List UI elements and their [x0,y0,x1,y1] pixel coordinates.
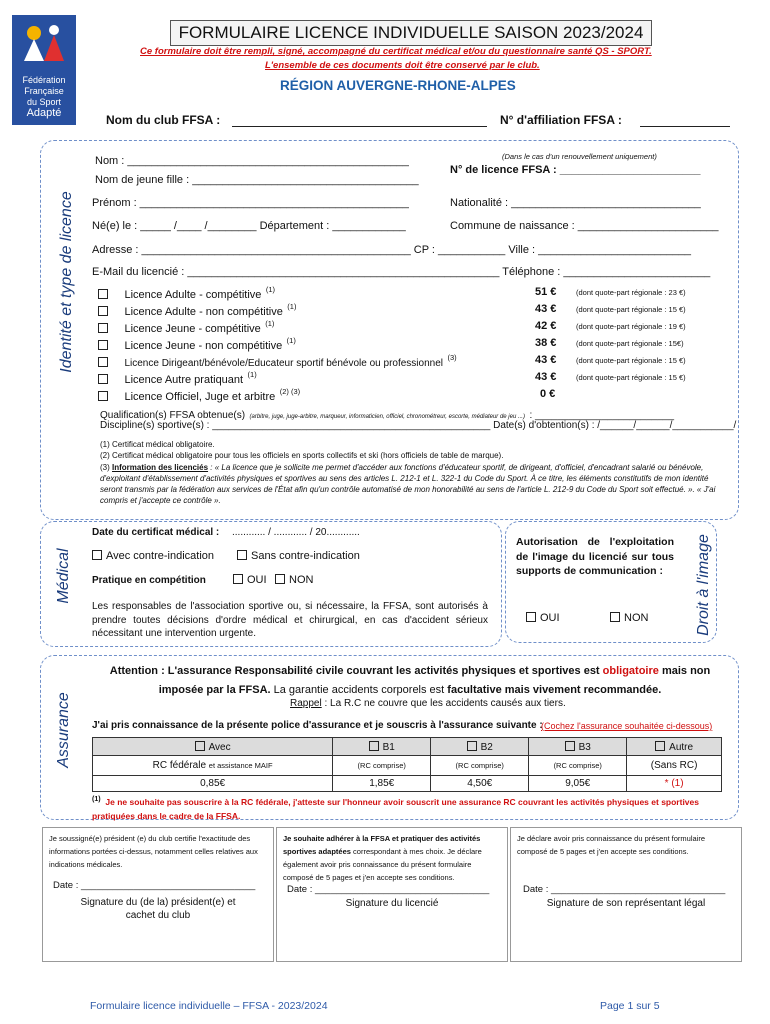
footnote-3 [100,462,728,506]
insurance-subscribe-text: J'ai pris connaissance de la présente police d'assurance et je souscris à l'assurance suivante : [92,720,543,731]
guardian-date-field[interactable]: Date : _________________________________ [523,884,726,895]
garantie-text: La garantie accidents corporels est [270,684,448,696]
qualification-label: Qualification(s) FFSA obtenue(s) [100,410,246,421]
licence-quote: (dont quote-part régionale : 15 €) [576,356,686,365]
rappel-text: : La R.C ne couvre que les accidents causés aux tiers. [321,698,566,709]
option-label: NON [289,574,314,586]
checkbox[interactable] [98,374,108,384]
checkbox[interactable] [92,550,102,560]
checkbox[interactable] [98,289,108,299]
insurance-price: 1,85€ [333,776,431,792]
subtitle-line-2: L'ensemble de ces documents doit être conservé par le club. [265,60,540,71]
insurance-sub: (RC comprise) [357,761,406,770]
checkbox[interactable] [98,340,108,350]
option-label: Avec contre-indication [106,550,215,562]
option-label: B1 [382,741,395,753]
footer-left: Formulaire licence individuelle – FFSA - 2023/2024 [90,1000,328,1012]
form-title: FORMULAIRE LICENCE INDIVIDUELLE SAISON 2023/2024 [170,20,652,46]
garantie-bold: facultative mais vivement recommandée [447,684,659,696]
licensee-declaration [283,832,501,884]
adresse-field[interactable]: Adresse : ____________________________________________ CP : ___________ Ville : _________________________ [92,244,692,256]
ffsa-logo [12,15,76,125]
image-non-option[interactable] [610,612,648,624]
licence-row[interactable] [98,302,738,319]
licence-note: (1) [286,336,296,345]
insurance-cell [627,756,722,776]
option-label: Autre [669,741,694,753]
licence-note: (2) (3) [279,387,301,396]
licence-label: Licence Officiel, Juge et arbitre [124,391,276,404]
licence-row[interactable] [98,336,738,353]
birth-date-field[interactable]: Né(e) le : _____ /____ /________ Département : ____________ [92,220,406,232]
licence-quote: (dont quote-part régionale : 19 €) [576,322,686,331]
insurance-price: 0,85€ [93,776,333,792]
prenom-field[interactable]: Prénom : ____________________________________________ [92,197,409,209]
licence-row[interactable] [98,370,738,387]
insurance-table [92,737,722,792]
licence-row[interactable] [98,353,738,370]
licence-number-field[interactable]: N° de licence FFSA : _______________________ [450,164,701,176]
licence-note: (3) [447,353,457,362]
footer-page-number: Page 1 sur 5 [600,1000,660,1012]
footnote-2: (2) Certificat médical obligatoire pour tous les officiels en sports collectifs et ski (hors officiels de table de marque). [100,451,504,460]
checkbox[interactable] [233,574,243,584]
insurance-option-b1[interactable] [333,738,431,756]
licence-label: Licence Adulte - compétitive [124,289,262,302]
certificate-date-label: Date du certificat médical : [92,527,220,538]
checkbox[interactable] [467,741,477,751]
licence-label: Licence Jeune - non compétitive [124,340,283,353]
licence-price: 38 € [535,337,557,349]
insurance-option-b2[interactable] [431,738,529,756]
licence-label: Licence Autre pratiquant [124,374,244,387]
licence-note: (1) [287,302,297,311]
guardian-signature-label: Signature de son représentant légal [546,898,706,909]
licence-quote: (dont quote-part régionale : 23 €) [576,288,686,297]
licence-note: (1) [265,285,276,294]
option-label: B2 [480,741,493,753]
checkbox[interactable] [526,612,536,622]
licence-quote: (dont quote-part régionale : 15 €) [576,305,686,314]
licence-price: 42 € [535,320,557,332]
licensee-date-field[interactable]: Date : _________________________________ [287,884,490,895]
nationalite-field[interactable]: Nationalité : _______________________________ [450,197,701,209]
option-label: B3 [578,741,591,753]
checkbox[interactable] [655,741,665,751]
licence-note: (1) [265,319,275,328]
club-name-field[interactable] [232,126,487,127]
checkbox[interactable] [237,550,247,560]
email-field[interactable]: E-Mail du licencié : ___________________________________________________ Téléphone : ________________________ [92,266,711,278]
option-label: Sans contre-indication [251,550,360,562]
checkbox[interactable] [275,574,285,584]
licensee-declaration-bold: Je souhaite adhérer à la FFSA et pratiquer des activités sportives adaptées [283,834,481,856]
president-date-field[interactable]: Date : _________________________________ [53,880,256,891]
insurance-sub: (Sans RC) [650,760,698,771]
licence-label: Licence Dirigeant/bénévole/Educateur sportif bénévole ou professionnel [124,358,443,370]
president-signature-label: Signature du (de la) président(e) et cachet du club [80,897,236,921]
option-label: Avec [208,741,231,753]
affiliation-label: N° d'affiliation FFSA : [500,113,622,127]
nom-field[interactable]: Nom : ______________________________________________ [95,155,409,167]
footnote-3-title: Information des licenciés [112,463,209,472]
president-signature-box [42,827,274,962]
renew-note: (Dans le cas d'un renouvellement uniquement) [502,152,657,161]
medical-side-label: Médical [55,548,72,604]
insurance-option-avec[interactable] [93,738,333,756]
insurance-sub: (RC comprise) [553,761,602,770]
disciplines-field[interactable]: Discipline(s) sportive(s) : __________________________________________________ Date(s) d'obtention(s) : /______/______/___________/ [100,420,737,431]
checkbox[interactable] [610,612,620,622]
licensee-signature-box [276,827,508,962]
checkbox[interactable] [98,391,108,401]
insurance-cell [93,756,333,776]
insurance-price: 4,50€ [431,776,529,792]
option-label: NON [624,612,649,624]
attention-obligatoire: obligatoire [602,665,659,677]
licence-label: Licence Adulte - non compétitive [124,306,283,319]
insurance-sub-small: et assistance MAIF [208,761,273,770]
attention-text-end: mais non imposée par la FFSA. [158,665,711,696]
nom-jeune-fille-field[interactable]: Nom de jeune fille : _____________________________________ [95,174,419,186]
insurance-price: * (1) [627,776,722,792]
licence-price: 51 € [535,286,557,298]
footnote-3-text: : « La licence que je sollicite me permet d'accéder aux fonctions d'éducateur sportif, de dirigeant, d'officiel, d'encadrant salarié ou bénévole, d'exploitant d'établissement d'activités physiques et sportives au sens des articles L. 212-1 et L. 322-1 du Code du Sport. À ce titre, les éléments constitutifs de mon identité seront transmis par la fédération aux services de l'État afin qu'un contrôle automatisé de mon honorabilité au sens de l'article L. 212-9 du Code du Sport soit effectué. ». « J'ai compris et j'accepte ce contrôle ». [100,463,716,505]
insurance-option-autre[interactable] [627,738,722,756]
identity-side-label: Identité et type de licence [58,191,75,373]
certificate-date-field[interactable]: ............ / ............ / 20............ [232,527,360,538]
guardian-declaration: Je déclare avoir pris connaissance du présent formulaire composé de 5 pages et j'en accepte ses conditions. [517,834,706,856]
rappel-label: Rappel [290,698,322,709]
licence-quote: (dont quote-part régionale : 15€) [576,339,684,348]
insurance-attention: Attention : L'assurance Responsabilité civile couvrant les activités physiques et sportives est obligatoire mais non imposée par la FFSA. La garantie accidents corporels est facultative mais vivement recommandée. [109,665,711,696]
competition-label: Pratique en compétition [92,575,206,586]
licence-label: Licence Jeune - compétitive [124,323,261,336]
insurance-note [92,792,722,823]
checkbox[interactable] [565,741,575,751]
licence-price: 43 € [535,303,557,315]
note-number: (1) [92,795,101,803]
licence-row[interactable] [98,319,738,336]
insurance-cell [431,756,529,776]
insurance-price: 9,05€ [529,776,627,792]
insurance-side-label: Assurance [55,692,72,768]
president-declaration: Je soussigné(e) président (e) du club certifie l'exactitude des informations portées ci-dessus, notamment celles relatives aux indications médicales. [49,834,258,869]
logo-mascot-icon [20,21,68,65]
insurance-sub: (RC comprise) [455,761,504,770]
option-label: OUI [247,574,267,586]
insurance-cell [529,756,627,776]
licence-row[interactable] [98,387,738,404]
insurance-check-hint: (Cochez l'assurance souhaitée ci-dessous) [541,721,713,731]
licence-list [98,285,738,404]
licence-note: (1) [247,370,257,379]
region-title: RÉGION AUVERGNE-RHONE-ALPES [280,78,516,93]
footnote-1: (1) Certificat médical obligatoire. [100,440,215,449]
licensee-declaration-text: correspondant à mes choix. Je déclare également avoir pris connaissance du présent formulaire composé de 5 pages et j'en accepte ses conditions. [283,847,482,882]
footnote-3-number: (3) [100,463,110,472]
logo-text: Fédération Française du Sport Adapté [22,75,66,119]
insurance-sub: RC fédérale [152,760,206,771]
checkbox[interactable] [369,741,379,751]
licence-row[interactable] [98,285,738,302]
licence-price: 43 € [535,354,557,366]
note-text: Je ne souhaite pas souscrire à la RC fédérale, j'atteste sur l'honneur avoir souscrit une assurance RC couvrant les activités physiques et sportives pratiquées dans le cadre de la FFSA. [92,796,699,821]
sans-contre-indication-option[interactable] [237,550,360,562]
licence-quote: (dont quote-part régionale : 15 €) [576,373,686,382]
licence-price: 43 € [535,371,557,383]
qualification-line: : _________________________ [529,410,675,421]
attention-text: Attention : L'assurance Responsabilité civile couvrant les activités physiques et sportives est [109,665,603,677]
subtitle-line-1: Ce formulaire doit être rempli, signé, accompagné du certificat médical et/ou du questionnaire santé QS - SPORT. [140,46,652,57]
option-label: OUI [540,612,560,624]
guardian-signature-box [510,827,742,962]
insurance-cell [333,756,431,776]
qualification-hint: (arbitre, juge, juge-arbitre, marqueur, informaticien, officiel, chronométreur, escorte, médiateur de jeu ...) [249,414,525,420]
licence-price: 0 € [540,388,556,400]
avec-contre-indication-option[interactable] [92,550,214,562]
club-name-label: Nom du club FFSA : [106,113,221,127]
insurance-option-b3[interactable] [529,738,627,756]
image-rights-text: Autorisation de l'exploitation de l'image du licencié sur tous supports de communication : [516,536,674,577]
image-oui-option[interactable] [526,612,560,624]
checkbox[interactable] [98,306,108,316]
checkbox[interactable] [98,323,108,333]
licensee-signature-label: Signature du licencié [345,898,439,909]
checkbox[interactable] [195,741,205,751]
affiliation-field[interactable] [640,126,730,127]
checkbox[interactable] [98,357,108,367]
competition-non-option[interactable] [275,574,313,586]
image-rights-side-label: Droit à l'image [695,534,712,636]
insurance-rappel [290,698,566,709]
medical-authorization-text: Les responsables de l'association sportive ou, si nécessaire, la FFSA, sont autorisés à prendre toutes décisions d'ordre médical et chirurgical, en cas d'accident sérieux nécessitant une intervention urgente. [92,601,488,639]
competition-oui-option[interactable] [233,574,267,586]
commune-field[interactable]: Commune de naissance : _______________________ [450,220,719,232]
